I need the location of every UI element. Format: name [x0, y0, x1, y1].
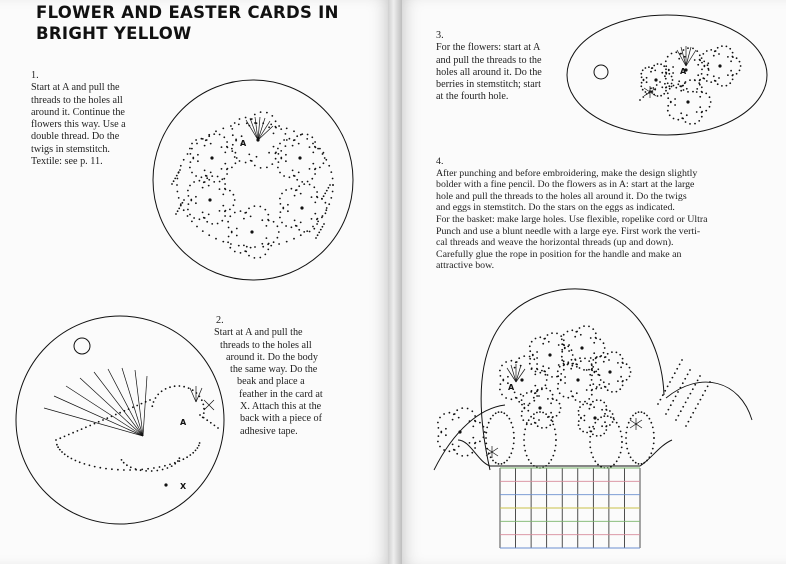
step-1-line: twigs in stemstitch. [31, 143, 110, 155]
wreath-dotted-flowers [171, 111, 334, 259]
step-1-line: threads to the holes all [31, 94, 123, 106]
step-4-line: cal threads and weave the horizontal threads (up and down). [436, 237, 674, 249]
step-2-number: 2. [216, 315, 224, 326]
card-2-label-a: A [180, 418, 187, 427]
step-4-line: Punch and use a blunt needle with a large eye. First work the verti- [436, 225, 701, 237]
step-4-line: Carefully glue the rope in position for the handle and make an [436, 248, 682, 260]
step-4-line: attractive bow. [436, 260, 495, 272]
card-2-label-x: X [180, 482, 187, 491]
woven-basket-grid [500, 468, 640, 548]
step-1-line: around it. Continue the [31, 106, 125, 118]
step-2-line: around it. Do the body [226, 351, 318, 363]
step-3-line: berries in stemstitch; start [436, 79, 541, 91]
step-2-line: X. Attach this at the [240, 401, 322, 413]
step-3-number: 3. [436, 30, 444, 41]
basket-dotted-flowers-and-eggs [437, 325, 711, 469]
step-2-line: beak and place a [237, 376, 305, 388]
step-4-line: hole and pull the threads to the holes all around it. Do the twigs [436, 190, 687, 202]
step-3-line: and pull the threads to the [436, 54, 542, 66]
title-line-1: FLOWER AND EASTER CARDS IN [36, 3, 339, 22]
hanging-hole-icon [74, 338, 90, 354]
step-2-line: feather in the card at [239, 388, 323, 400]
bird-tail-thread-fan [44, 368, 147, 436]
step-4-line: After punching and before embroidering, make the design slightly [436, 167, 698, 179]
step-4-line: bolder with a fine pencil. Do the flowers as in A: start at the large [436, 179, 695, 191]
step-3-line: holes all around it. Do the [436, 66, 542, 78]
card-3-oval-diagram [567, 15, 767, 135]
step-4-line: For the basket: make large holes. Use flexible, ropelike cord or Ultra [436, 213, 708, 225]
bird-head-feather [190, 386, 214, 410]
card-1-label-a: A [240, 139, 247, 148]
step-1-line: flowers this way. Use a [31, 119, 126, 131]
card-4-basket-diagram [434, 289, 752, 548]
flower-a-thread-fan [246, 117, 273, 140]
hanging-hole-icon [594, 65, 608, 79]
step-2-line: threads to the holes all [220, 339, 312, 351]
step-4-line: and eggs in stemstitch. Do the stars on the eggs as indicated. [436, 202, 675, 214]
step-1-line: double thread. Do the [31, 131, 120, 143]
step-1-line: Start at A and pull the [31, 82, 120, 94]
oval-dotted-flowers [639, 45, 741, 125]
step-3-line: at the fourth hole. [436, 91, 509, 103]
star-icon [486, 418, 642, 458]
step-1-number: 1. [31, 70, 39, 81]
step-2-line: back with a piece of [240, 413, 323, 425]
step-3-line: For the flowers: start at A [436, 42, 541, 54]
title-line-2: BRIGHT YELLOW [36, 24, 192, 43]
step-2-line: the same way. Do the [230, 364, 318, 376]
step-2-line: Start at A and pull the [214, 327, 303, 339]
step-4-number: 4. [436, 156, 444, 167]
card-4-label-a: A [508, 383, 515, 392]
step-2-line: adhesive tape. [240, 425, 298, 437]
card-2-bird-diagram [16, 316, 224, 524]
step-1-line: Textile: see p. 11. [31, 156, 103, 168]
card-1-wreath-diagram [153, 80, 353, 280]
card-3-label-a: A [680, 67, 687, 76]
